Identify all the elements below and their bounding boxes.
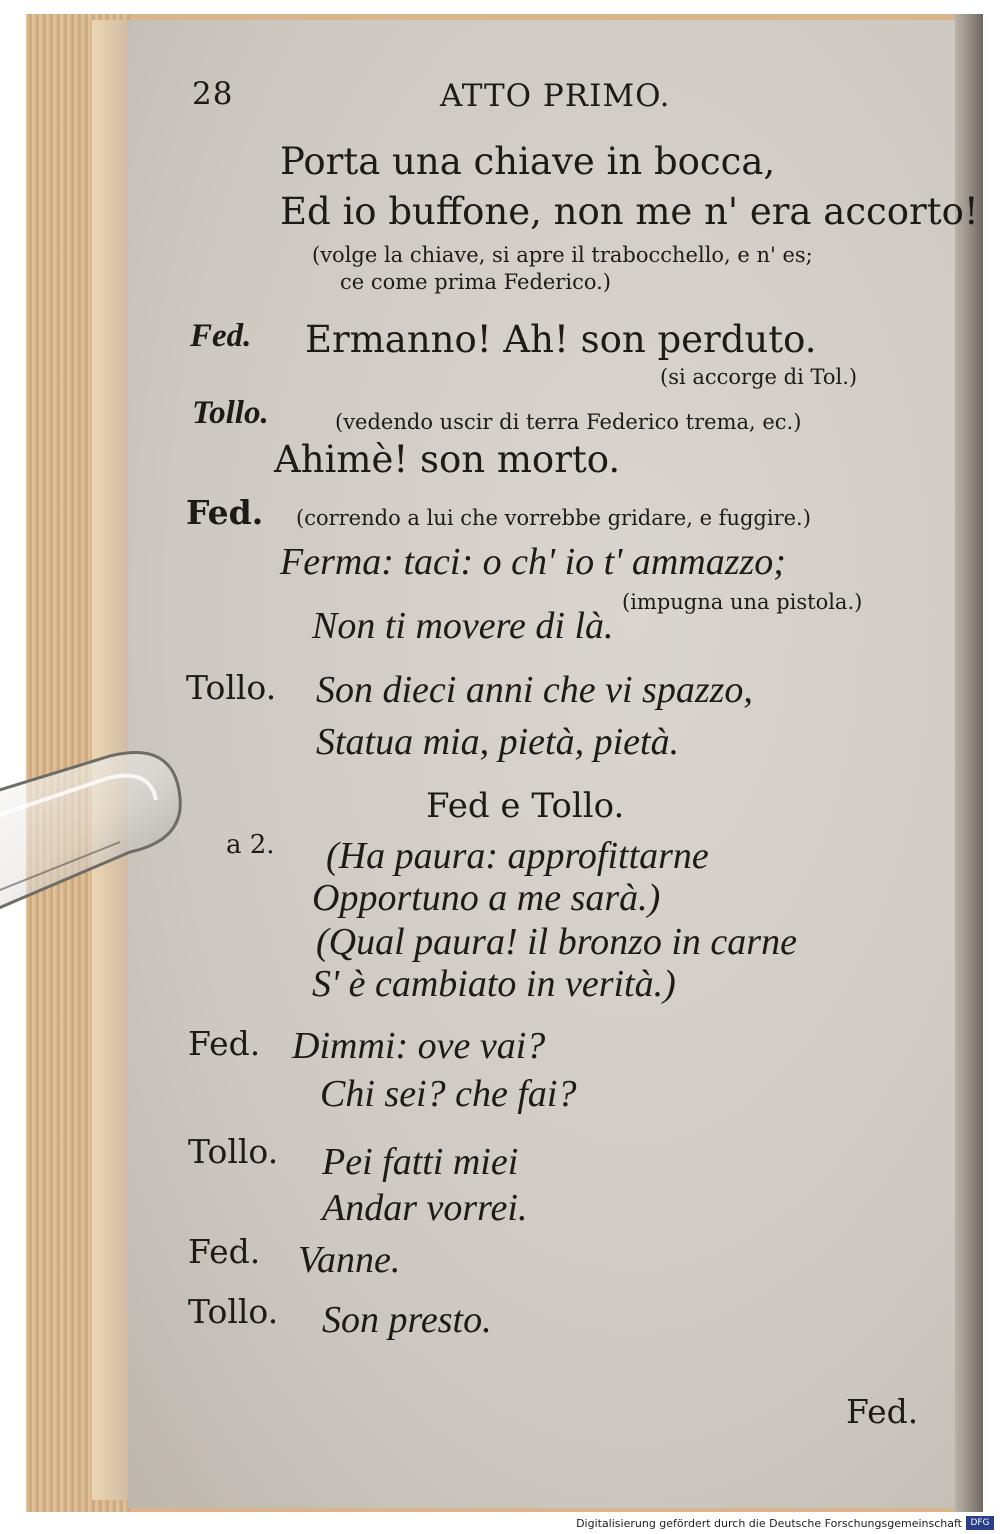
gutter-shadow bbox=[955, 14, 983, 1512]
catchword: Fed. bbox=[846, 1392, 919, 1431]
speaker-label: Fed. bbox=[186, 493, 264, 532]
stage-direction: (correndo a lui che vorrebbe gridare, e fuggire.) bbox=[296, 506, 811, 530]
verse-line: S' è cambiato in verità.) bbox=[312, 963, 676, 1005]
verse-line: Pei fatti miei bbox=[322, 1141, 519, 1183]
verse-line: Opportuno a me sarà.) bbox=[312, 877, 661, 919]
speaker-label: Fed e Tollo. bbox=[426, 786, 625, 826]
verse-line: Chi sei? che fai? bbox=[320, 1073, 577, 1115]
speaker-label: Fed. bbox=[188, 1232, 261, 1271]
stage-direction: (si accorge di Tol.) bbox=[660, 365, 858, 389]
verse-line: Ermanno! Ah! son perduto. bbox=[305, 318, 817, 361]
running-head: ATTO PRIMO. bbox=[440, 78, 671, 114]
verse-line: (Qual paura! il bronzo in carne bbox=[316, 921, 797, 963]
speaker-label: Tollo. bbox=[188, 1132, 279, 1171]
stage-direction: (impugna una pistola.) bbox=[622, 590, 863, 614]
speaker-label: Fed. bbox=[188, 1024, 261, 1063]
verse-line: Dimmi: ove vai? bbox=[292, 1025, 546, 1067]
verse-line: Porta una chiave in bocca, bbox=[280, 140, 776, 183]
speaker-label: Tollo. bbox=[188, 1292, 279, 1331]
verse-line: Ahimè! son morto. bbox=[274, 438, 621, 481]
page-number: 28 bbox=[192, 76, 234, 112]
speaker-label: a 2. bbox=[226, 830, 275, 860]
verse-line: Ferma: taci: o ch' io t' ammazzo; bbox=[280, 541, 786, 583]
dfg-logo-icon: DFG bbox=[966, 1516, 994, 1530]
verse-line: Vanne. bbox=[298, 1239, 401, 1281]
verse-line: Son dieci anni che vi spazzo, bbox=[316, 669, 753, 711]
verse-line: Ed io buffone, non me n' era accorto! bbox=[280, 190, 979, 233]
verse-line: Statua mia, pietà, pietà. bbox=[316, 721, 680, 763]
speaker-label: Fed. bbox=[190, 318, 252, 354]
speaker-label: Tollo. bbox=[192, 395, 269, 431]
glass-page-weight bbox=[0, 748, 185, 938]
verse-line: Andar vorrei. bbox=[322, 1187, 528, 1229]
verse-line: Non ti movere di là. bbox=[312, 605, 614, 647]
speaker-label: Tollo. bbox=[186, 668, 277, 707]
stage-direction: (volge la chiave, si apre il trabocchello, e n' es; bbox=[312, 243, 813, 267]
verse-line: Son presto. bbox=[322, 1299, 492, 1341]
stage-direction: (vedendo uscir di terra Federico trema, ec.) bbox=[335, 410, 802, 434]
footer-credit: Digitalisierung gefördert durch die Deutsche Forschungsgemeinschaft bbox=[576, 1517, 962, 1530]
stage-direction: ce come prima Federico.) bbox=[340, 270, 611, 294]
verse-line: (Ha paura: approfittarne bbox=[326, 835, 709, 877]
